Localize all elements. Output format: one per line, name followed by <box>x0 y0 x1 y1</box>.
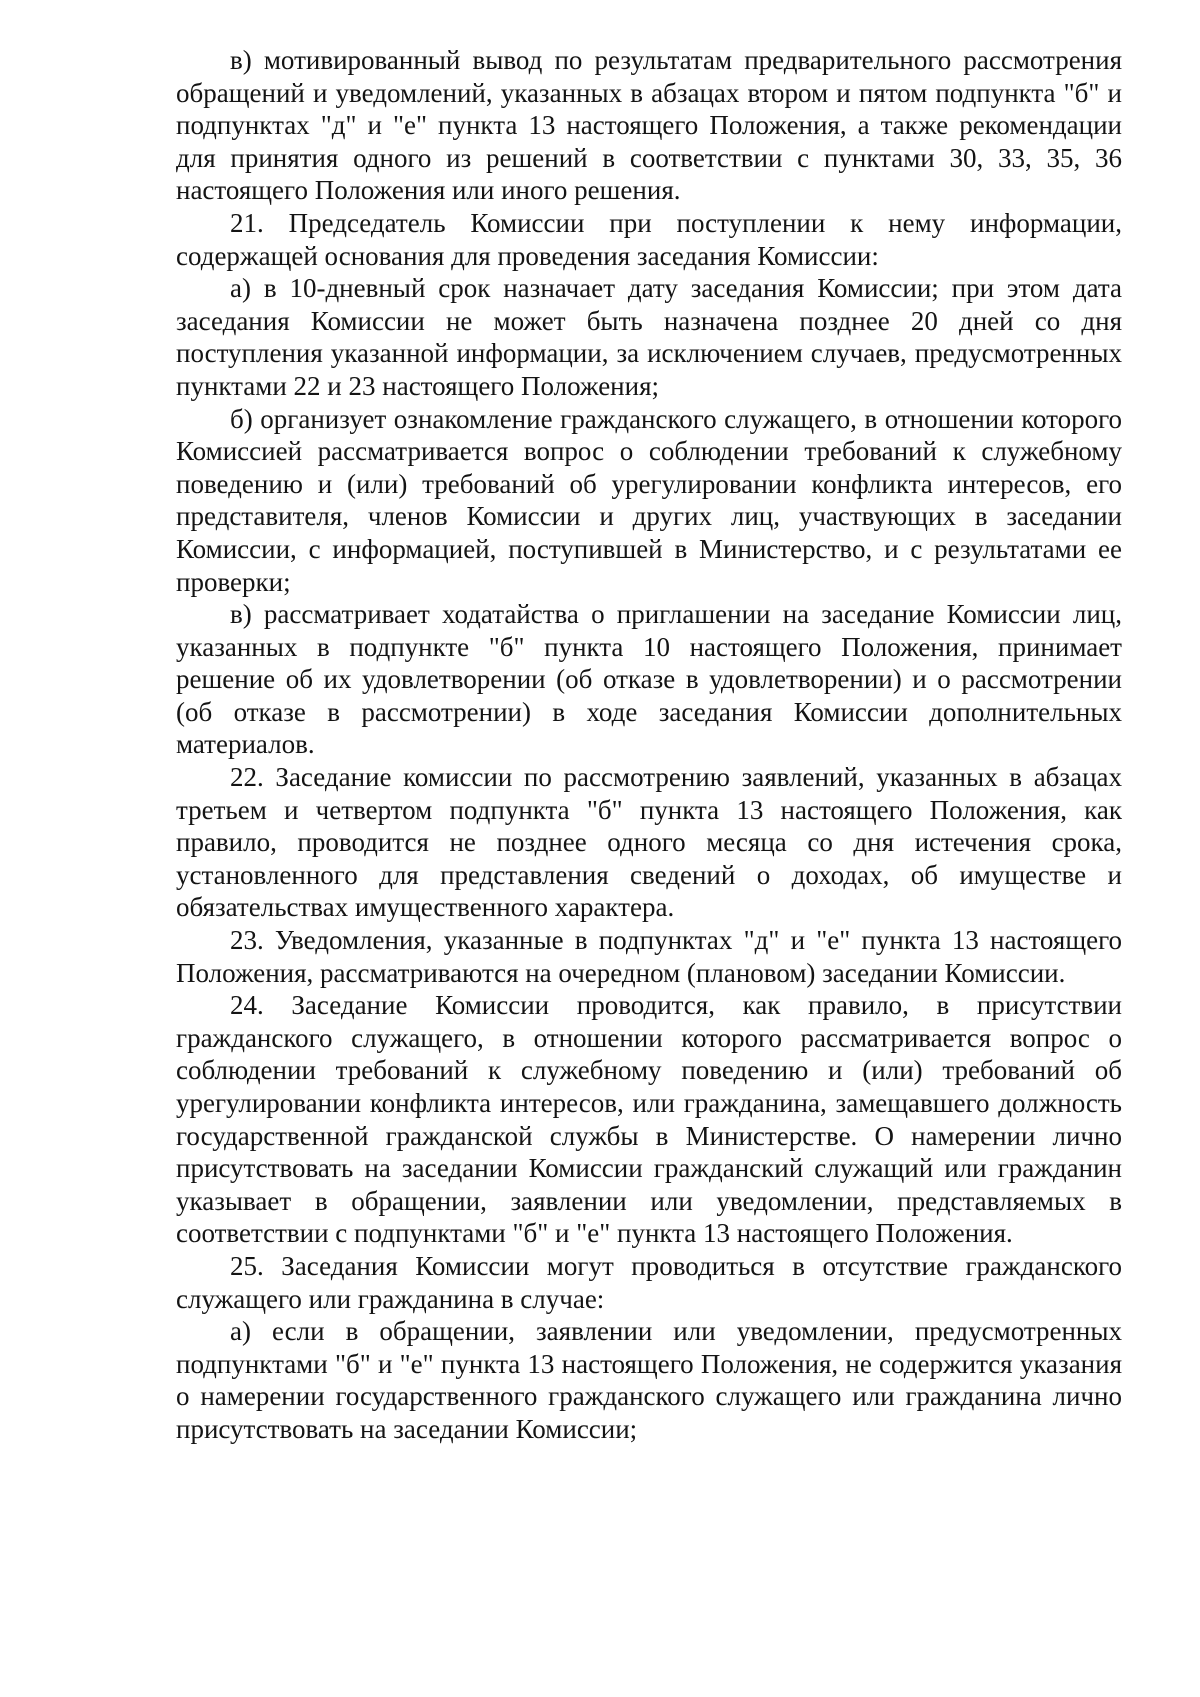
paragraph-25: 25. Заседания Комиссии могут проводиться в отсутствие гражданского служащего или гражданина в случае: <box>176 1250 1122 1314</box>
paragraph-22: 22. Заседание комиссии по рассмотрению заявлений, указанных в абзацах третьем и четвертом подпункта "б" пункта 13 настоящего Положения, как правило, проводится не позднее одного месяца со дня истечения срока, установленного для представления сведений о доходах, об имуществе и обязательствах имущественного характера. <box>176 762 1122 923</box>
paragraph-24: 24. Заседание Комиссии проводится, как правило, в присутствии гражданского служащего, в отношении которого рассматривается вопрос о соблюдении требований к служебному поведению и (или) требований об урегулировании конфликта интересов, или гражданина, замещавшего должность государственной гражданской службы в Министерстве. О намерении лично присутствовать на заседании Комиссии гражданский служащий или гражданин указывает в обращении, заявлении или уведомлении, представляемых в соответствии с подпунктами "б" и "е" пункта 13 настоящего Положения. <box>176 990 1122 1249</box>
paragraph-21v: в) рассматривает ходатайства о приглашении на заседание Комиссии лиц, указанных в подпункте "б" пункта 10 настоящего Положения, принимает решение об их удовлетворении (об отказе в удовлетворении) и о рассмотрении (об отказе в рассмотрении) в ходе заседания Комиссии дополнительных материалов. <box>176 599 1122 760</box>
document-text <box>176 44 1122 1446</box>
paragraph-21a: а) в 10-дневный срок назначает дату заседания Комиссии; при этом дата заседания Комиссии не может быть назначена позднее 20 дней со дня поступления указанной информации, за исключением случаев, предусмотренных пунктами 22 и 23 настоящего Положения; <box>176 273 1122 401</box>
paragraph-20v: в) мотивированный вывод по результатам предварительного рассмотрения обращений и уведомлений, указанных в абзацах втором и пятом подпункта "б" и подпунктах "д" и "е" пункта 13 настоящего Положения, а также рекомендации для принятия одного из решений в соответствии с пунктами 30, 33, 35, 36 настоящего Положения или иного решения. <box>176 45 1122 206</box>
paragraph-23: 23. Уведомления, указанные в подпунктах "д" и "е" пункта 13 настоящего Положения, рассматриваются на очередном (плановом) заседании Комиссии. <box>176 925 1122 988</box>
paragraph-21b: б) организует ознакомление гражданского служащего, в отношении которого Комиссией рассматривается вопрос о соблюдении требований к служебному поведению и (или) требований об урегулировании конфликта интересов, его представителя, членов Комиссии и других лиц, участвующих в заседании Комиссии, с информацией, поступившей в Министерство, и с результатами ее проверки; <box>176 403 1122 597</box>
paragraph-21: 21. Председатель Комиссии при поступлении к нему информации, содержащей основания для проведения заседания Комиссии: <box>176 207 1122 271</box>
paragraph-25a: а) если в обращении, заявлении или уведомлении, предусмотренных подпунктами "б" и "е" пункта 13 настоящего Положения, не содержится указания о намерении государственного гражданского служащего или гражданина лично присутствовать на заседании Комиссии; <box>176 1316 1122 1444</box>
